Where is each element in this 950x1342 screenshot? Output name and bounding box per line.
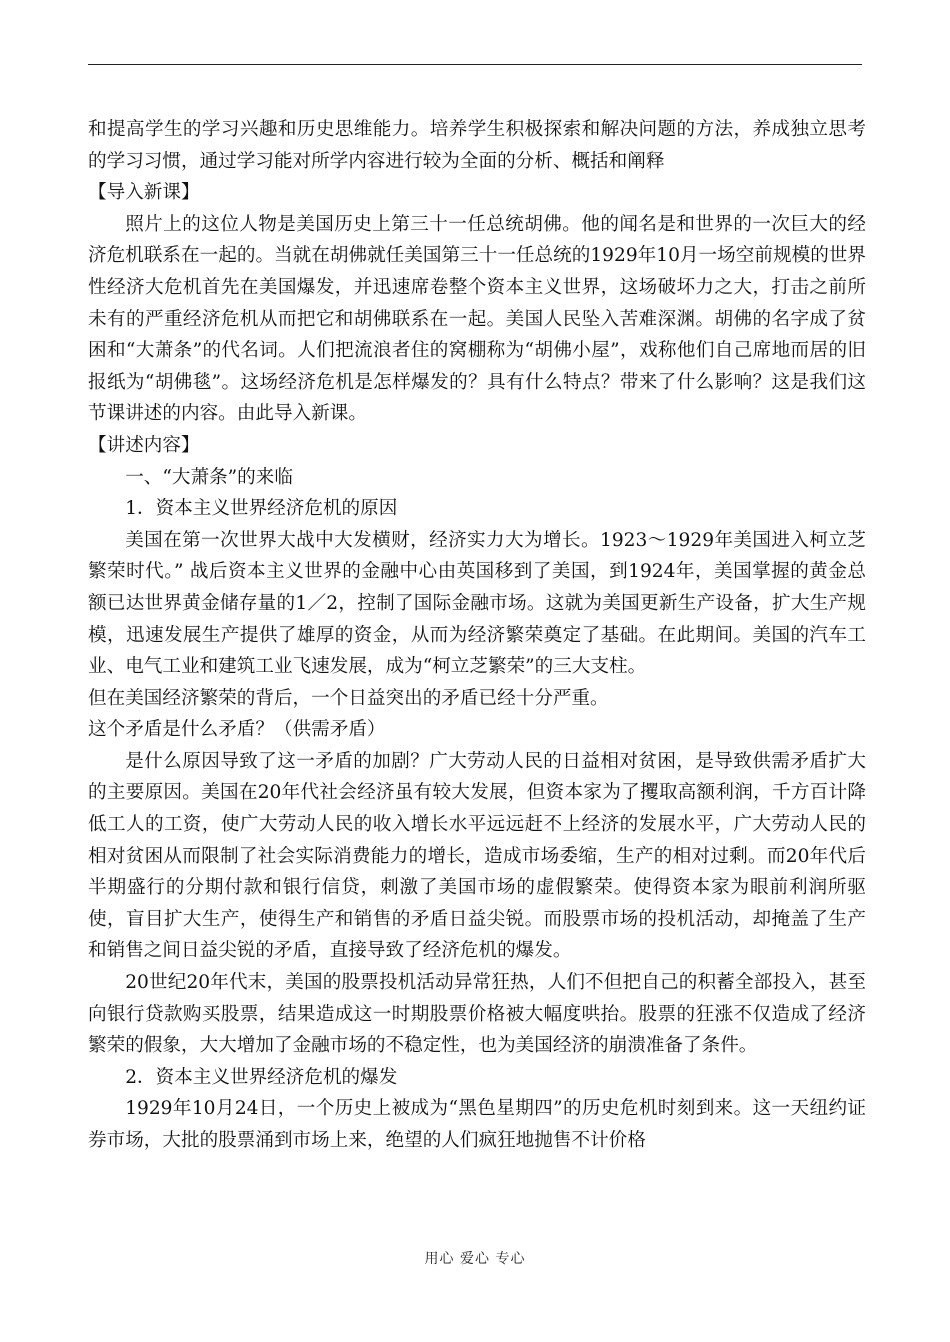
paragraph-coolidge-prosperity: 美国在第一次世界大战中大发横财，经济实力大为增长。1923～1929年美国进入柯立芝繁荣时代。” 战后资本主义世界的金融中心由英国移到了美国，到1924年，美国掌握的黄金总额已达世界黄金储存量的1／2，控制了国际金融市场。这就为美国更新生产设备，扩大生产规模，迅速发展生产提供了雄厚的资金，从而为经济繁荣奠定了基础。在此期间。美国的汽车工业、电气工业和建筑工业飞速发展，成为“柯立芝繁荣”的三大支柱。 xyxy=(88,529,866,678)
paragraph-objectives-continued: 和提高学生的学习兴趣和历史思维能力。培养学生积极探索和解决问题的方法，养成独立思考的学习习惯，通过学习能对所学内容进行较为全面的分析、概括和阐释 xyxy=(88,119,866,172)
paragraph-hoover-introduction: 照片上的这位人物是美国历史上第三十一任总统胡佛。他的闻名是和世界的一次巨大的经济危机联系在一起的。当就在胡佛就任美国第三十一任总统的1929年10月一场空前规模的世界性经济大危机首先在美国爆发，并迅速席卷整个资本主义世界，这场破坏力之大，打击之前所未有的严重经济危机从而把它和胡佛联系在一起。美国人民坠入苦难深渊。胡佛的名字成了贫困和“大萧条”的代名词。人们把流浪者住的窝棚称为“胡佛小屋”，戏称他们自己席地而居的旧报纸为“胡佛毯”。这场经济危机是怎样爆发的？具有什么特点？带来了什么影响？这是我们这节课讲述的内容。由此导入新课。 xyxy=(88,213,866,425)
paragraph-black-thursday: 1929年10月24日，一个历史上被成为“黑色星期四”的历史危机时刻到来。这一天纽约证券市场，大批的股票涌到市场上来，绝望的人们疯狂地抛售不计价格 xyxy=(88,1098,866,1151)
paragraph-contradiction: 但在美国经济繁荣的背后，一个日益突出的矛盾已经十分严重。 xyxy=(88,687,609,709)
subheading-crisis-causes: 1．资本主义世界经济危机的原因 xyxy=(125,498,398,520)
heading-introduce-new-lesson: 【导入新课】 xyxy=(88,182,200,204)
section-heading-great-depression: 一、“大萧条”的来临 xyxy=(125,466,293,488)
heading-lecture-content: 【讲述内容】 xyxy=(88,434,200,456)
paragraph-stock-speculation: 20世纪20年代末，美国的股票投机活动异常狂热，人们不但把自己的积蓄全部投入，甚至向银行贷款购买股票，结果造成这一时期股票价格被大幅度哄抬。股票的狂涨不仅造成了经济繁荣的假象，大大增加了金融市场的不稳定性，也为美国经济的崩溃准备了条件。 xyxy=(88,972,866,1057)
document-body xyxy=(88,114,866,1157)
header-rule xyxy=(88,64,862,65)
paragraph-causes-analysis: 是什么原因导致了这一矛盾的加剧？广大劳动人民的日益相对贫困，是导致供需矛盾扩大的主要原因。美国在20年代社会经济虽有较大发展，但资本家为了攫取高额利润，千方百计降低工人的工资，使广大劳动人民的收入增长水平远远赶不上经济的发展水平，广大劳动人民的相对贫困从而限制了社会实际消费能力的增长，造成市场委缩，生产的相对过剩。而20年代后半期盛行的分期付款和银行信贷，刺激了美国市场的虚假繁荣。使得资本家为眼前利润所驱使，盲目扩大生产，使得生产和销售的矛盾日益尖锐。而股票市场的投机活动，却掩盖了生产和销售之间日益尖锐的矛盾，直接导致了经济危机的爆发。 xyxy=(88,750,866,962)
subheading-crisis-outbreak: 2．资本主义世界经济危机的爆发 xyxy=(125,1066,398,1088)
paragraph-question-supply-demand: 这个矛盾是什么矛盾？（供需矛盾） xyxy=(88,719,386,741)
page-footer: 用心 爱心 专心 xyxy=(424,1251,526,1267)
